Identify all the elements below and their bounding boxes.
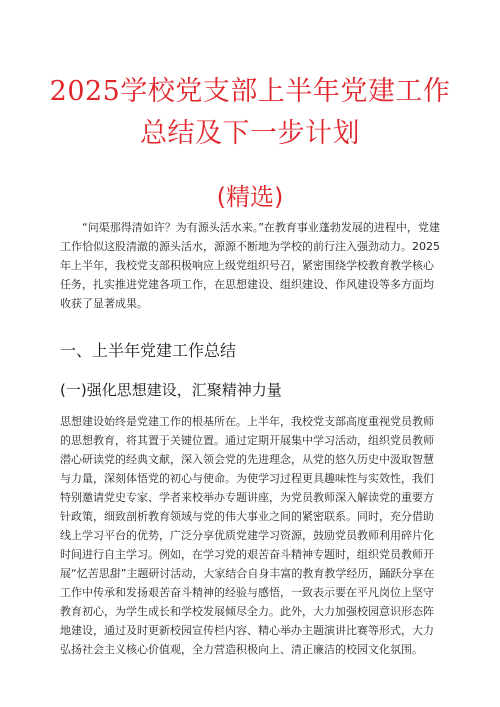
document-title-line-2: 总结及下一步计划	[140, 118, 360, 149]
document-title-line-1: 2025学校党支部上半年党建工作	[49, 76, 451, 107]
section-heading: 一、上半年党建工作总结	[60, 341, 237, 360]
subsection-heading: (一)强化思想建设，汇聚精神力量	[60, 381, 282, 399]
document-subtitle: (精选)	[216, 183, 284, 211]
body-paragraph: 思想建设始终是党建工作的根基所在。上半年，我校党支部高度重视党员教师的思想教育，将其置于关键位置。通过定期开展集中学习活动，组织党员教师潜心研读党的经典文献，深入领会党的先进理念，从党的悠久历史中汲取智慧与力量，深刻体悟党的初心与使命。为使学习过程更具趣味性与实效性，我们特别邀请党史专家、学者来校举办专题讲座，为党员教师深入解读党的重要方针政策，细致剖析教育领域与党的伟大事业之间的紧密联系。同时，充分借助线上学习平台的优势，广泛分享优质党建学习资源，鼓励党员教师利用碎片化时间进行自主学习。例如，在学习党的艰苦奋斗精神专题时，组织党员教师开展“忆苦思甜”主题研讨活动，大家结合自身丰富的教育教学经历，踊跃分享在工作中传承和发扬艰苦奋斗精神的经验与感悟，一致表示要在平凡岗位上坚守教育初心，为学生成长和学校发展倾尽全力。此外，大力加强校园意识形态阵地建设，通过及时更新校园宣传栏内容、精心举办主题演讲比赛等形式，大力弘扬社会主义核心价值观，全力营造积极向上、清正廉洁的校园文化氛围。	[60, 415, 435, 656]
intro-paragraph: “问渠那得清如许？为有源头活水来。”在教育事业蓬勃发展的进程中，党建工作恰似这股清澈的源头活水，源源不断地为学校的前行注入强劲动力。2025年上半年，我校党支部积极响应上级党组织号召，紧密围绕学校教育教学核心任务，扎实推进党建各项工作，在思想建设、组织建设、作风建设等多方面均收获了显著成果。	[60, 221, 440, 310]
